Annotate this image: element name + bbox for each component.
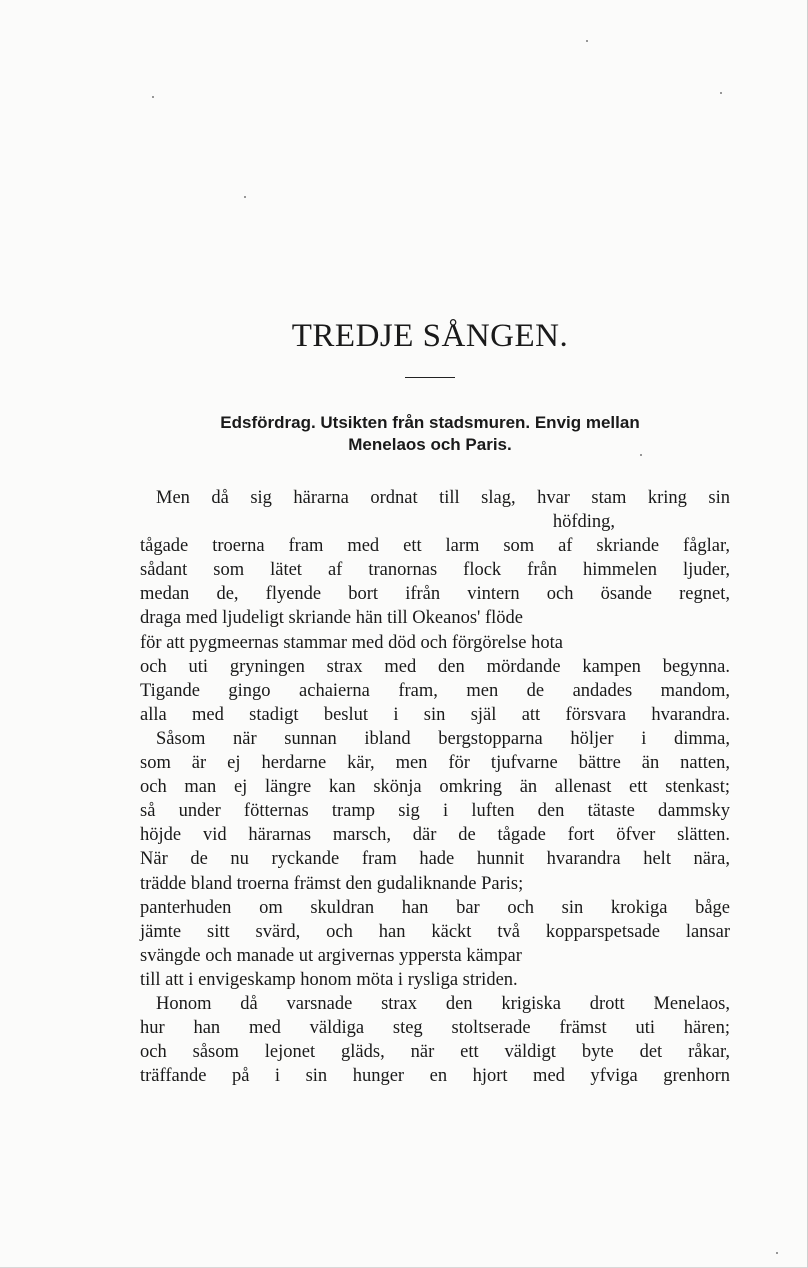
verse-line: trädde bland troerna främst den gudaliknande Paris; <box>140 873 524 894</box>
verse-line-runover: höfding, <box>552 512 615 533</box>
scan-speck <box>776 1252 778 1254</box>
verse-line: hur han med väldiga steg stoltserade främst uti hären; <box>140 1018 730 1039</box>
verse-line: När de nu ryckande fram hade hunnit hvarandra helt nära, <box>140 849 730 870</box>
verse-line: höjde vid härarnas marsch, där de tågade fort öfver slätten. <box>140 825 730 846</box>
verse-line: och såsom lejonet gläds, när ett väldigt byte det råkar, <box>140 1042 730 1063</box>
verse-line: träffande på i sin hunger en hjort med yfviga grenhorn <box>140 1066 730 1087</box>
verse-line: Såsom när sunnan ibland bergstopparna höljer i dimma, <box>156 728 730 749</box>
scan-speck <box>720 92 722 94</box>
scan-speck <box>152 96 154 98</box>
verse-line: tågade troerna fram med ett larm som af skriande fåglar, <box>140 536 730 557</box>
scan-speck <box>640 454 642 456</box>
summary-line-1: Edsfördrag. Utsikten från stadsmuren. Envig mellan <box>220 413 640 432</box>
verse-line: medan de, flyende bort ifrån vintern och ösande regnet, <box>140 584 730 605</box>
verse-line: till att i envigeskamp honom möta i rysliga striden. <box>140 969 518 990</box>
verse-line: alla med stadigt beslut i sin själ att försvara hvarandra. <box>140 704 730 725</box>
verse-line: så under fötternas tramp sig i luften den tätaste dammsky <box>140 801 730 822</box>
verse-line: för att pygmeernas stammar med död och förgörelse hota <box>140 632 563 653</box>
verse-line: panterhuden om skuldran han bar och sin krokiga båge <box>140 897 730 918</box>
verse-line: jämte sitt svärd, och han käckt två kopparspetsade lansar <box>140 921 730 942</box>
verse-line: som är ej herdarne kär, men för tjufvarne bättre än natten, <box>140 753 730 774</box>
verse-line: sådant som lätet af tranornas flock från himmelen ljuder, <box>140 560 730 581</box>
chapter-title: TREDJE SÅNGEN. <box>291 318 569 354</box>
verse-line: svängde och manade ut argivernas yppersta kämpar <box>140 945 522 966</box>
scan-speck <box>244 196 246 198</box>
verse-line: draga med ljudeligt skriande hän till Okeanos' flöde <box>140 608 523 629</box>
verse-line: och man ej längre kan skönja omkring än allenast ett stenkast; <box>140 777 730 798</box>
summary-line-2: Menelaos och Paris. <box>348 435 512 454</box>
scan-speck <box>586 40 588 42</box>
verse-line: Men då sig härarna ordnat till slag, hvar stam kring sin <box>156 488 730 508</box>
chapter-summary <box>120 412 740 456</box>
verse-text <box>140 486 730 1088</box>
verse-line: Tigande gingo achaierna fram, men de andades mandom, <box>140 680 730 701</box>
verse-line: Honom då varsnade strax den krigiska drott Menelaos, <box>156 993 730 1014</box>
verse-line: och uti gryningen strax med den mördande kampen begynna. <box>140 656 730 677</box>
title-rule <box>405 377 455 378</box>
